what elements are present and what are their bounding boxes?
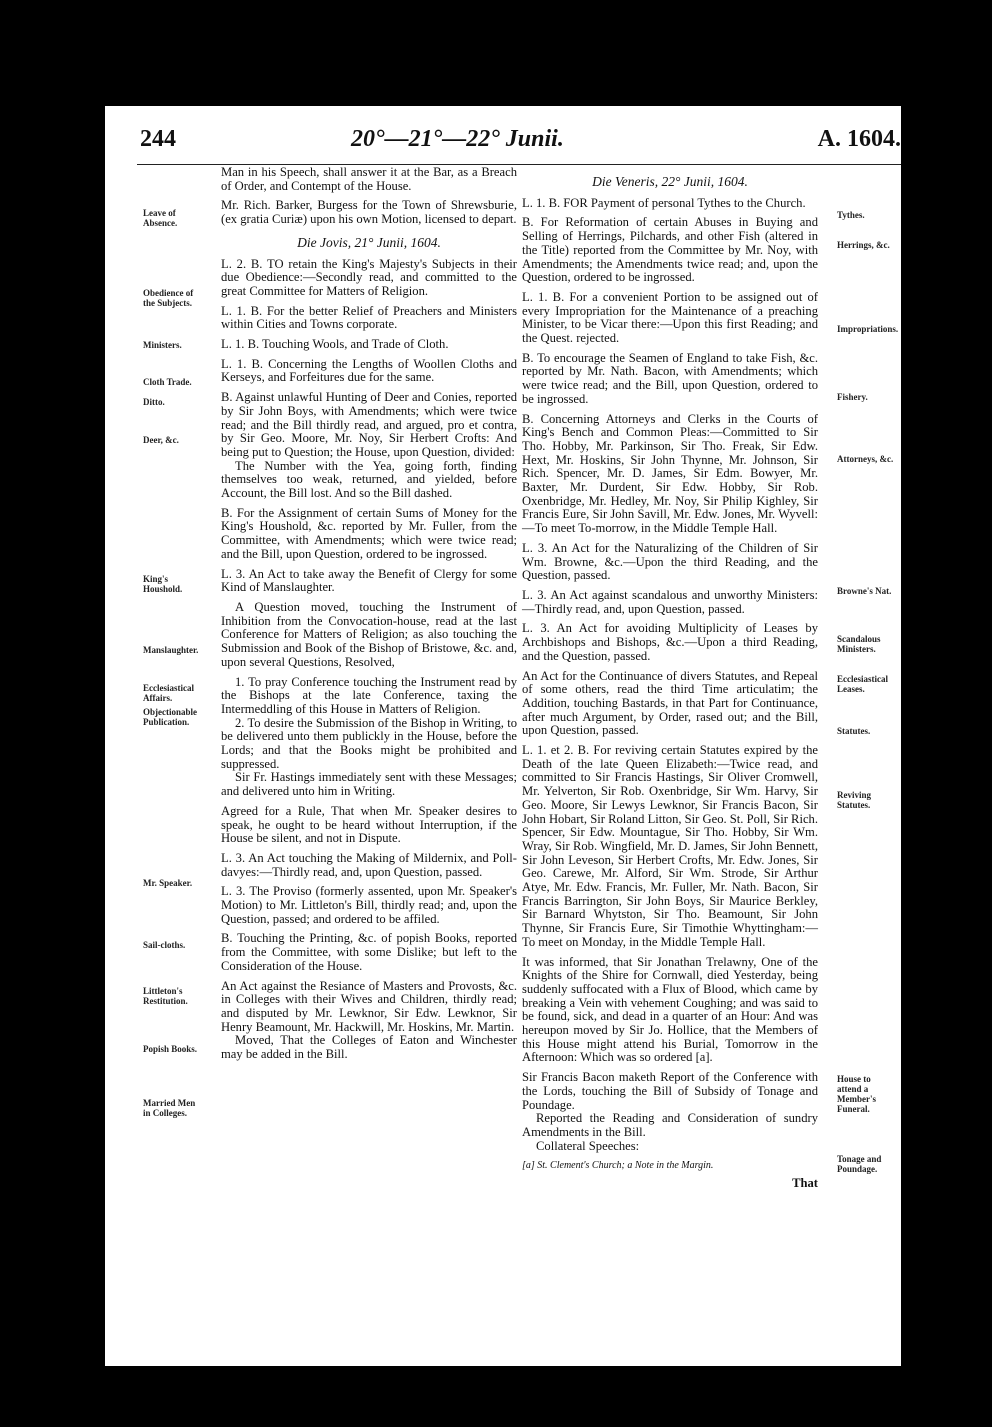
margin-note: Objectionable Publication. (143, 707, 197, 727)
entry: Mr. Rich. Barker, Burgess for the Town of Shrewsburie, (ex gratia Curiæ) upon his own Motion, licensed to depart. (221, 198, 517, 227)
catchword: That (792, 1176, 818, 1191)
entry: B. Concerning Attorneys and Clerks in the Courts of King's Bench and Common Pleas:—Committed to Sir Tho. Hobby, Mr. Parkinson, Sir Tho. Freak, Sir Edw. Hext, Mr. Hoskins, Sir John Thynne, Mr. Johnson, Sir Rich. Spencer, Mr. D. James, Sir Edm. Bowyer, Mr. Baxter, Mr. Durdent, Sir Edw. Hobby, Sir Rob. Oxenbridge, Mr. Hedley, Mr. Noy, Sir Philip Kighley, Sir Francis Eure, Sir John Savill, Mr. Edw. Jones, Mr. Wyvell:—To meet To-morrow, in the Middle Temple Hall. (522, 411, 818, 536)
margin-note: Manslaughter. (143, 645, 199, 655)
page-date-heading: 20°—21°—22° Junii. (351, 126, 564, 152)
entry: L. 1. B. For the better Relief of Preachers and Ministers within Cities and Towns corporate. (221, 303, 517, 332)
entry: L. 3. The Proviso (formerly assented, upon Mr. Speaker's Motion) to Mr. Littleton's Bill, thirdly read; and, upon the Question, passed; and ordered to be affiled. (221, 884, 517, 926)
margin-note: Ministers. (143, 340, 182, 350)
margin-note: Popish Books. (143, 1044, 198, 1054)
entry: B. Touching the Printing, &c. of popish Books, reported from the Committee, with some Dislike; but left to the Consideration of the House. (221, 931, 517, 973)
entry: L. 1. B. FOR Payment of personal Tythes to the Church. (522, 195, 806, 210)
margin-note: Herrings, &c. (837, 240, 890, 250)
entry: L. 1. B. Concerning the Lengths of Woollen Cloths and Kerseys, and Forfeitures due for the same. (221, 356, 517, 385)
page-number: 244 (140, 126, 176, 152)
day-heading: Die Jovis, 21° Junii, 1604. (297, 234, 441, 250)
journal-page (105, 106, 901, 1366)
entry: An Act for the Continuance of divers Statutes, and Repeal of some others, read the third Time articulatim; the Addition, touching Bastards, in that Part for Continuance, after much Argument, by Order, rased out; and the Bill, upon Question, passed. (522, 668, 818, 738)
margin-note: Reviving Statutes. (837, 790, 872, 810)
margin-note: Littleton's Restitution. (143, 986, 188, 1006)
margin-note: Attorneys, &c. (837, 454, 894, 464)
entry: The Number with the Yea, going forth, finding themselves too weak, returned, and yielded, before Account, the Bill lost. And so the Bill dashed. (221, 458, 517, 501)
entry: B. For the Assignment of certain Sums of Money for the King's Houshold, &c. reported by Mr. Fuller, from the Committee, with Amendments; which were twice read; and the Bill, upon Question, ordered to be ingrossed. (221, 505, 517, 561)
entry: Agreed for a Rule, That when Mr. Speaker desires to speak, he ought to be heard without Interruption, if the House be silent, and not in Dispute. (221, 803, 517, 846)
entry: Moved, That the Colleges of Eaton and Winchester may be added in the Bill. (221, 1033, 517, 1062)
entry: L. 1. B. For a convenient Portion to be assigned out of every Impropriation for the Maintenance of a preaching Minister, to be Vicar there:—Upon this first Reading; and the Quest. rejected. (522, 289, 818, 346)
margin-note: Ecclesiastical Leases. (837, 674, 888, 694)
margin-note: Fishery. (837, 392, 868, 402)
margin-note: Statutes. (837, 726, 871, 736)
margin-note: Browne's Nat. (837, 586, 892, 596)
entry: L. 1. B. Touching Wools, and Trade of Cloth. (221, 337, 449, 352)
entry: L. 3. An Act for avoiding Multiplicity of Leases by Archbishops and Bishops, &c.—Upon a third Reading, and the Question, passed. (522, 621, 818, 663)
entry: An Act against the Resiance of Masters and Provosts, &c. in Colleges with their Wives and Children, thirdly read; and disputed by Mr. Lewknor, Sir Edw. Lewknor, Sir Henry Beamount, Mr. Hackwill, Mr. Hoskins, Mr. Martin. (221, 978, 517, 1034)
page-year: A. 1604. (817, 126, 901, 152)
entry: A Question moved, touching the Instrument of Inhibition from the Convocation-house, read at the last Conference for Matters of Religion; as also touching the Submission and Book of the Bishop of Bristowe, &c. and, upon several Questions, Resolved, (221, 599, 517, 669)
entry: L. 3. An Act against scandalous and unworthy Ministers:—Thirdly read, and, upon Question, passed. (522, 587, 818, 616)
right-column (522, 166, 818, 1191)
margin-note: Mr. Speaker. (143, 878, 193, 888)
margin-note: Obedience of the Subjects. (143, 288, 194, 308)
entry: Man in his Speech, shall answer it at the Bar, as a Breach of Order, and Contempt of the House. (221, 165, 517, 193)
entry: Sir Francis Bacon maketh Report of the Conference with the Lords, touching the Bill of Subsidy of Tonage and Poundage. (522, 1070, 818, 1112)
entry: It was informed, that Sir Jonathan Trelawny, One of the Knights of the Shire for Cornwall, died Yesterday, being suddenly suffocated with a Flux of Blood, which came by breaking a Vein with vehement Coughing; and was said to be found, sick, and dead in a quarter of an Hour: And was hereupon moved by Sir Jo. Hollice, that the Members of this House might attend his Burial, Tomorrow in the Afternoon: Which was so ordered [a]. (522, 954, 818, 1065)
entry: B. For Reformation of certain Abuses in Buying and Selling of Herrings, Pilchards, and other Fish (altered in the Title) reported from the Committee by Mr. Noy, with Amendments; the Amendments twice read; and, upon the Question, ordered to be ingrossed. (522, 215, 818, 285)
entry: 2. To desire the Submission of the Bishop in Writing, to be delivered unto them publickly in the House, before the Lords; and that the Books might be prohibited and suppressed. (221, 715, 517, 771)
margin-note: Tonage and Poundage. (837, 1154, 882, 1174)
margin-note: Cloth Trade. (143, 377, 192, 387)
entry: B. To encourage the Seamen of England to take Fish, &c. reported by Mr. Nath. Bacon, with Amendments; which were twice read; and the Bill, upon Question, ordered to be ingrossed. (522, 350, 818, 406)
margin-note: Married Men in Colleges. (143, 1098, 196, 1118)
margin-note: Impropriations. (837, 324, 899, 334)
margin-note: House to attend a Member's Funeral. (837, 1074, 876, 1114)
entry: L. 3. An Act for the Naturalizing of the Children of Sir Wm. Browne, &c.—Upon the third Reading, and the Question, passed. (522, 540, 818, 583)
day-heading: Die Veneris, 22° Junii, 1604. (592, 174, 748, 189)
entry: B. Against unlawful Hunting of Deer and Conies, reported by Sir John Boys, with Amendments; which were twice read; and the Bill thirdly read, and argued, pro et contra, by Sir Geo. Moore, Mr. Noy, Sir Herbert Crofts: And being put to Question; the House, upon Question, divided: (221, 390, 517, 459)
running-head (105, 126, 901, 166)
margin-note: Sail-cloths. (143, 940, 186, 950)
entry: Sir Fr. Hastings immediately sent with these Messages; and delivered unto him in Writing. (221, 770, 517, 799)
entry: L. 1. et 2. B. For reviving certain Statutes expired by the Death of the late Queen Elizabeth:—Twice read, and committed to Sir Francis Hastings, Sir Oliver Cromwell, Mr. Yelverton, Sir Rob. Oxenbridge, Sir Wm. Harvy, Sir Geo. Moore, Sir Lewys Lewknor, Sir Francis Bacon, Sir John Hobart, Sir Roland Litton, Sir Geo. St. Poll, Sir Rich. Spencer, Sir Edw. Mountague, Sir Tho. Hobby, Sir Wm. Wray, Sir Rob. Wingfield, Mr. D. James, Sir John Bennett, Sir John Leveson, Sir Herbert Crofts, Mr. Edw. Jones, Sir Geo. Carewe, Mr. Alford, Sir Wm. Strode, Sir Arthur Atye, Mr. Edw. Francis, Mr. Fuller, Mr. Nath. Bacon, Sir Francis Barrington, Sir John Boys, Sir Maurice Berkley, Sir Barnard Whytston, Sir Tho. Beamount, Sir John Thynne, Sir Francis Eure, Sir Timothie Whyttingham:—To meet on Monday, in the Middle Temple Hall. (522, 743, 818, 949)
margin-note: Tythes. (837, 210, 865, 220)
margin-note: Leave of Absence. (143, 208, 178, 228)
footnote: [a] St. Clement's Church; a Note in the Margin. (522, 1160, 714, 1172)
entry: L. 3. An Act touching the Making of Mildernix, and Poll-davyes:—Thirdly read, and, upon Question, passed. (221, 850, 517, 879)
entry: Collateral Speeches: (536, 1138, 640, 1153)
entry: 1. To pray Conference touching the Instrument read by the Bishops at the late Conference, taxing the Intermeddling of this House in Matters of Religion. (221, 674, 517, 716)
margin-note: Scandalous Ministers. (837, 634, 881, 654)
entry: L. 3. An Act to take away the Benefit of Clergy for some Kind of Manslaughter. (221, 566, 517, 595)
left-column (221, 166, 517, 1068)
margin-note: Ecclesiastical Affairs. (143, 683, 194, 703)
margin-note: Ditto. (143, 397, 165, 407)
entry: Reported the Reading and Consideration of sundry Amendments in the Bill. (522, 1111, 818, 1139)
margin-note: Deer, &c. (143, 435, 179, 445)
entry: L. 2. B. TO retain the King's Majesty's Subjects in their due Obedience:—Secondly read, and committed to the great Committee for Matters of Religion. (221, 256, 517, 298)
margin-note: King's Houshold. (143, 574, 183, 594)
